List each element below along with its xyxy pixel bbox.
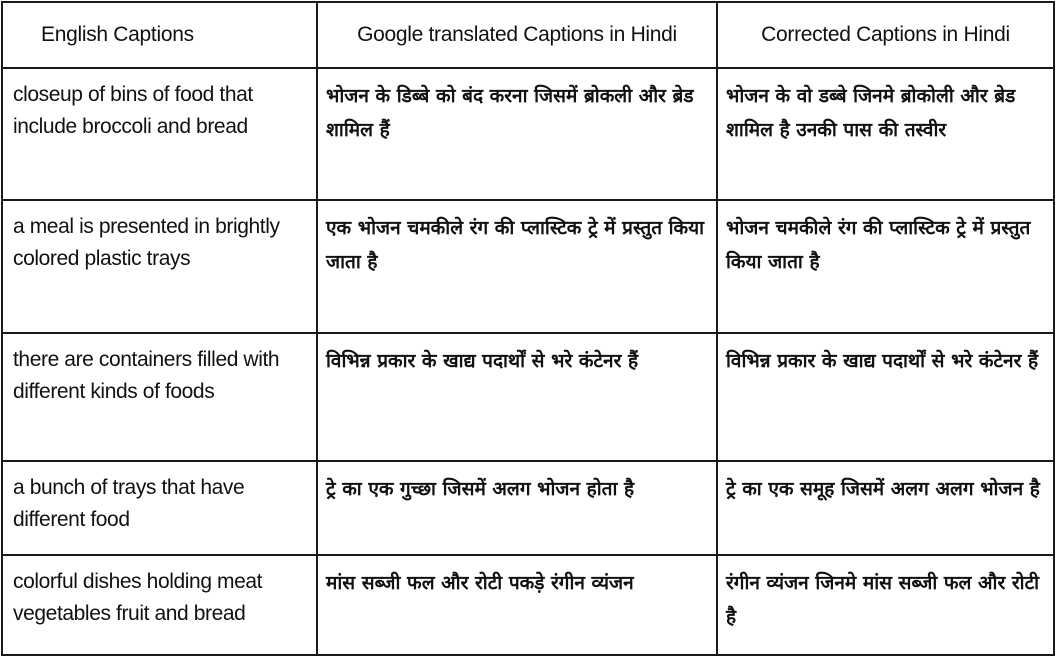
- corrected-hindi-caption-cell: विभिन्न प्रकार के खाद्य पदार्थों से भरे कंटेनर हैं: [717, 333, 1054, 461]
- english-caption-cell: closeup of bins of food that include broccoli and bread: [2, 68, 317, 200]
- google-hindi-caption-cell: मांस सब्जी फल और रोटी पकड़े रंगीन व्यंजन: [317, 555, 717, 655]
- english-caption-cell: a meal is presented in brightly colored plastic trays: [2, 200, 317, 333]
- captions-table-container: [1, 1, 1053, 650]
- header-english-captions: English Captions: [2, 2, 317, 68]
- corrected-hindi-caption-cell: रंगीन व्यंजन जिनमे मांस सब्जी फल और रोटी है: [717, 555, 1054, 655]
- header-corrected-hindi-captions: Corrected Captions in Hindi: [717, 2, 1054, 68]
- corrected-hindi-caption-cell: भोजन चमकीले रंग की प्लास्टिक ट्रे में प्रस्तुत किया जाता है: [717, 200, 1054, 333]
- header-google-hindi-captions: Google translated Captions in Hindi: [317, 2, 717, 68]
- corrected-hindi-caption-cell: भोजन के वो डब्बे जिनमे ब्रोकोली और ब्रेड शामिल है उनकी पास की तस्वीर: [717, 68, 1054, 200]
- google-hindi-caption-cell: भोजन के डिब्बे को बंद करना जिसमें ब्रोकली और ब्रेड शामिल हैं: [317, 68, 717, 200]
- english-caption-cell: there are containers filled with different kinds of foods: [2, 333, 317, 461]
- table-row: [2, 68, 1054, 200]
- google-hindi-caption-cell: विभिन्न प्रकार के खाद्य पदार्थों से भरे कंटेनर हैं: [317, 333, 717, 461]
- table-row: [2, 555, 1054, 655]
- english-caption-cell: colorful dishes holding meat vegetables fruit and bread: [2, 555, 317, 655]
- table-header-row: [2, 2, 1054, 68]
- table-row: [2, 461, 1054, 555]
- corrected-hindi-caption-cell: ट्रे का एक समूह जिसमें अलग अलग भोजन है: [717, 461, 1054, 555]
- english-caption-cell: a bunch of trays that have different food: [2, 461, 317, 555]
- google-hindi-caption-cell: ट्रे का एक गुच्छा जिसमें अलग भोजन होता है: [317, 461, 717, 555]
- table-row: [2, 200, 1054, 333]
- google-hindi-caption-cell: एक भोजन चमकीले रंग की प्लास्टिक ट्रे में प्रस्तुत किया जाता है: [317, 200, 717, 333]
- table-row: [2, 333, 1054, 461]
- captions-table: [1, 1, 1055, 656]
